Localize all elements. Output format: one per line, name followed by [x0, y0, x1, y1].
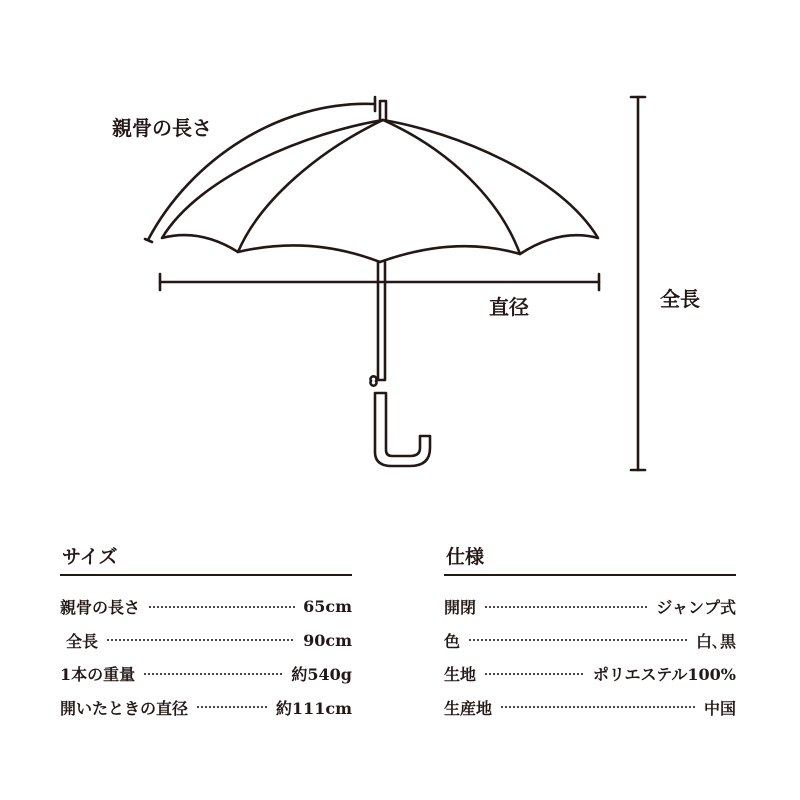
spec-row-value: ジャンプ式	[656, 598, 736, 618]
size-row-label: 1本の重量	[60, 665, 136, 685]
spec-table	[444, 540, 736, 724]
size-row-label: 開いたときの直径	[60, 698, 189, 718]
size-row	[60, 624, 352, 658]
spec-row-label: 開閉	[444, 598, 477, 618]
dot-leader	[484, 673, 585, 675]
size-row-label: 全長	[66, 631, 99, 651]
size-row-value: 約540g	[291, 665, 352, 685]
spec-row-label: 生産地	[444, 698, 493, 718]
spec-row	[444, 590, 736, 624]
dot-leader	[143, 673, 283, 675]
spec-row-label: 生地	[444, 665, 477, 685]
spec-row-value: ポリエステル100%	[592, 665, 736, 685]
dot-leader	[484, 606, 648, 608]
size-table-heading: サイズ	[60, 540, 352, 576]
size-row	[60, 691, 352, 725]
umbrella-canopy	[162, 120, 598, 262]
umbrella-handle	[375, 393, 430, 466]
total-length-label: 全長	[660, 287, 700, 311]
size-row-value: 65cm	[303, 597, 352, 617]
dot-leader	[148, 606, 295, 608]
spec-row	[444, 691, 736, 725]
size-table	[60, 540, 352, 724]
umbrella-tip	[380, 101, 386, 120]
size-row-label: 親骨の長さ	[60, 598, 141, 618]
dot-leader	[196, 706, 268, 708]
diameter-label: 直径	[489, 295, 529, 319]
spec-row-value: 白､黒	[695, 631, 736, 651]
size-row	[60, 590, 352, 624]
spec-table-heading: 仕様	[444, 540, 736, 576]
dot-leader	[106, 639, 295, 641]
size-row	[60, 657, 352, 691]
umbrella-runner	[371, 376, 377, 385]
dot-leader	[500, 706, 696, 708]
spec-row	[444, 624, 736, 658]
rib-length-arc-start-tick	[145, 239, 152, 242]
umbrella-rib-right	[383, 120, 520, 254]
size-row-value: 90cm	[303, 630, 352, 650]
size-row-value: 約111cm	[275, 698, 352, 718]
spec-row-label: 色	[444, 631, 461, 651]
umbrella-shaft	[378, 262, 385, 380]
rib-length-label: 親骨の長さ	[112, 116, 212, 140]
dot-leader	[468, 639, 688, 641]
spec-row	[444, 657, 736, 691]
spec-row-value: 中国	[703, 698, 736, 718]
